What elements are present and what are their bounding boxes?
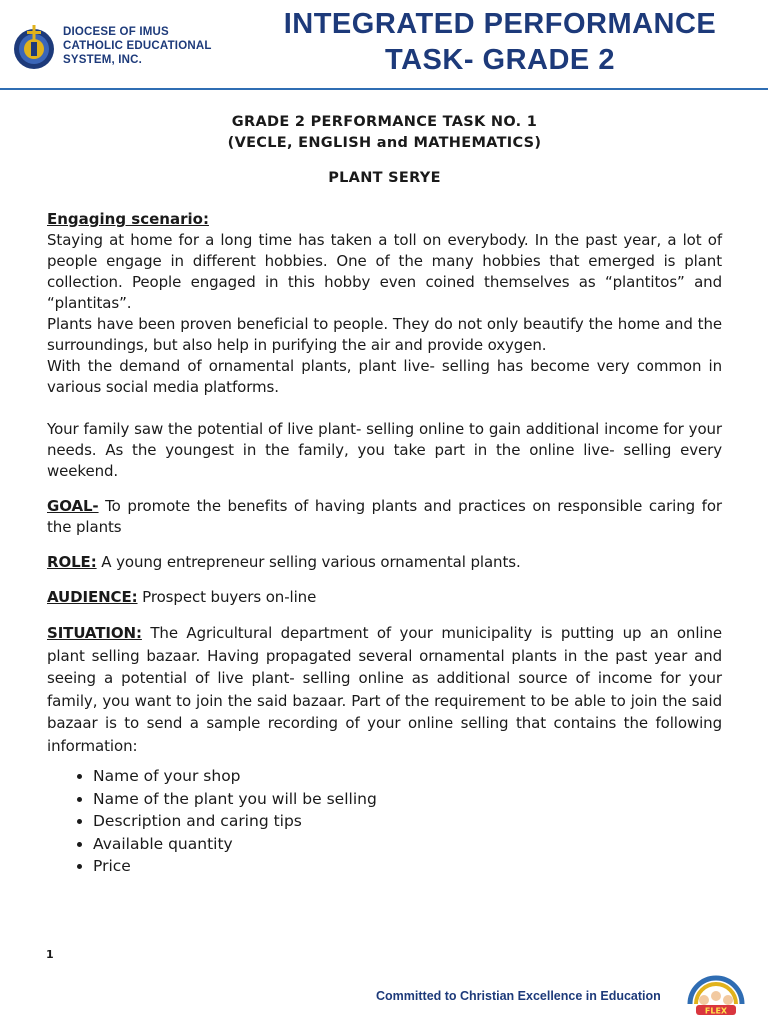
footer-tagline: Committed to Christian Excellence in Education xyxy=(376,989,661,1003)
situation-label: SITUATION: xyxy=(47,624,142,642)
title-line: INTEGRATED PERFORMANCE xyxy=(283,8,717,40)
audience-section xyxy=(47,587,722,608)
document-header xyxy=(0,0,768,90)
scenario-paragraph: Your family saw the potential of live plant- selling online to gain additional income for your needs. As the youngest in the family, you take part in the online live- selling every weekend. xyxy=(47,420,722,480)
role-label: ROLE: xyxy=(47,553,97,571)
requirements-list xyxy=(47,765,722,878)
list-item: • Description and caring tips xyxy=(93,810,722,833)
paragraph-gap xyxy=(47,398,722,419)
audience-label: AUDIENCE: xyxy=(47,588,138,606)
page-number: 1 xyxy=(46,948,54,961)
organization-name xyxy=(63,25,212,67)
scenario-label: Engaging scenario: xyxy=(47,210,209,228)
flex-logo-text: FLEX xyxy=(704,1006,728,1016)
document-title xyxy=(270,6,730,78)
org-line: SYSTEM, INC. xyxy=(63,54,143,66)
scenario-paragraph: Staying at home for a long time has taken a toll on everybody. In the past year, a lot of people engage in different hobbies. One of the many hobbies that emerged is plant collection. People engaged in this hobby even coined themselves as “plantitos” and “plantitas”. xyxy=(47,231,722,312)
scenario-paragraph: Plants have been proven beneficial to people. They do not only beautify the home and the surroundings, but also help in purifying the air and provide oxygen. xyxy=(47,315,722,354)
situation-text: The Agricultural department of your municipality is putting up an online plant selling bazaar. Having propagated several ornamental plants in the past year and seeing a potential of live plant- selling online as additional source of income for your family, you want to join the said bazaar. Part of the requirement to be able to join the said bazaar is to send a sample recording of your online selling that contains the following information: xyxy=(47,624,722,755)
situation-section xyxy=(47,622,722,757)
list-item: • Name of your shop xyxy=(93,765,722,788)
audience-text: Prospect buyers on-line xyxy=(137,588,317,606)
goal-label: GOAL- xyxy=(47,497,99,515)
list-item: • Name of the plant you will be selling xyxy=(93,788,722,811)
flex-logo-icon xyxy=(686,974,746,1016)
role-text: A young entrepreneur selling various ornamental plants. xyxy=(96,553,521,571)
org-line: CATHOLIC EDUCATIONAL xyxy=(63,40,212,52)
scenario-paragraph: With the demand of ornamental plants, plant live- selling has become very common in various social media platforms. xyxy=(47,357,722,396)
goal-text: To promote the benefits of having plants and practices on responsible caring for the plants xyxy=(47,497,722,536)
header-divider xyxy=(0,88,768,90)
org-line: DIOCESE OF IMUS xyxy=(63,26,169,38)
task-name: PLANT SERYE xyxy=(328,170,441,186)
document-body xyxy=(47,112,722,878)
title-line: TASK- GRADE 2 xyxy=(385,44,615,76)
task-heading: GRADE 2 PERFORMANCE TASK NO. 1 xyxy=(231,114,538,130)
role-section xyxy=(47,552,722,573)
list-item: • Available quantity xyxy=(93,833,722,856)
list-item: • Price xyxy=(93,855,722,878)
diocese-seal-icon xyxy=(12,22,56,72)
goal-section xyxy=(47,496,722,538)
task-subjects: (VECLE, ENGLISH and MATHEMATICS) xyxy=(227,135,542,151)
